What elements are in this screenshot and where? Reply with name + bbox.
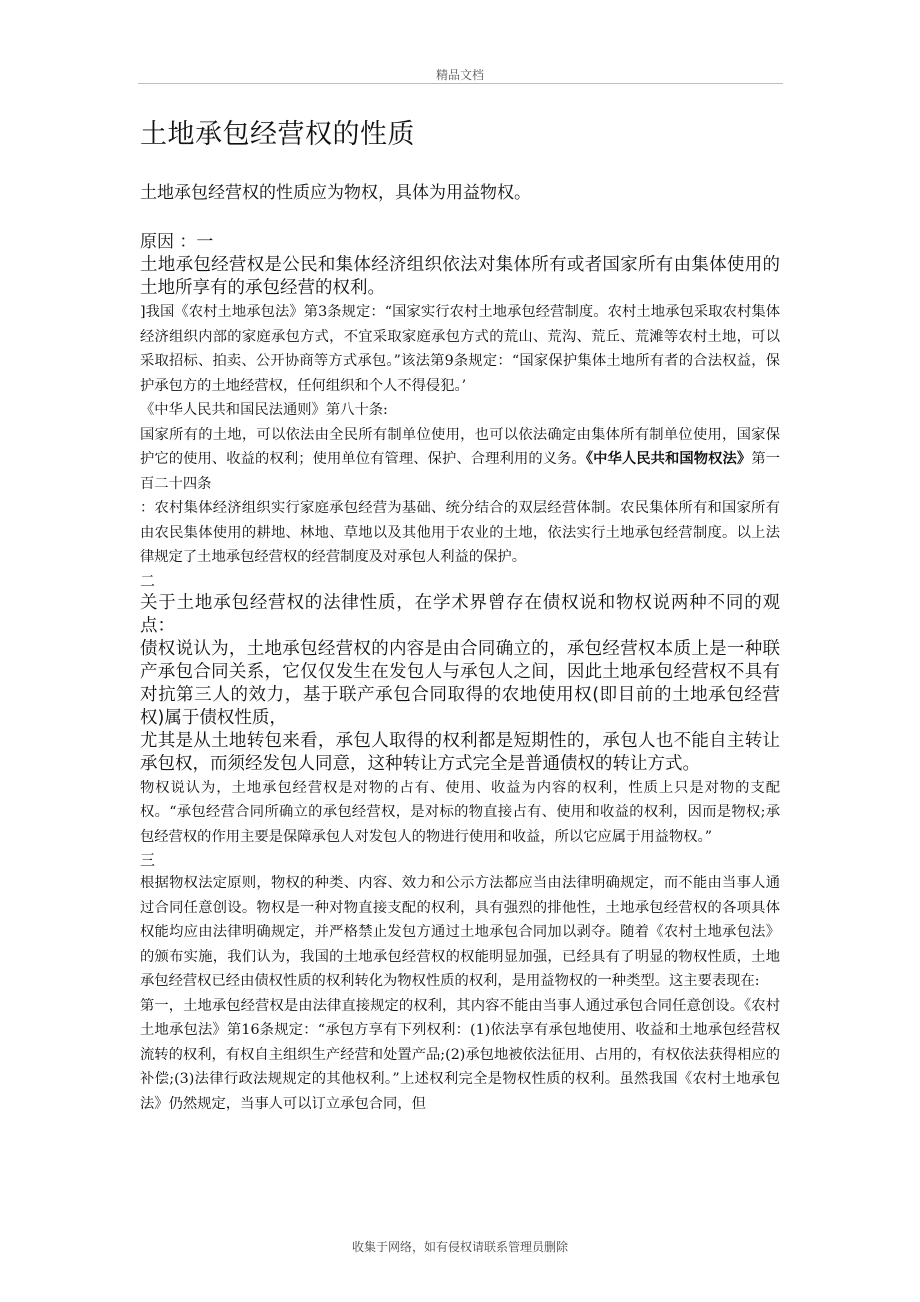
property-law-article: 第一百二十四条 — [140, 451, 781, 492]
section-2-paragraph-2: 债权说认为，土地承包经营权的内容是由合同确立的，承包经营权本质上是一种联产承包合同关系，它仅仅发生在发包人与承包人之间，因此土地承包经营权不具有对抗第三人的效力，基于联产承包合同取得的农地使用权(即目前的土地承包经营权)属于债权性质， — [140, 638, 780, 728]
header-divider — [138, 83, 783, 84]
property-law-title: 《中华人民共和国物权法》 — [585, 451, 752, 467]
section-2-paragraph-4: 物权说认为，土地承包经营权是对物的占有、使用、收益为内容的权利，性质上只是对物的支配权。“承包经营合同所确立的承包经营权，是对标的物直接占有、使用和收益的权利，因而是物权;承包经营权的作用主要是保障承包人对发包人的物进行使用和收益，所以它应属于用益物权。” — [140, 779, 780, 845]
section-1-paragraph-4 — [140, 423, 780, 497]
summary-line: 土地承包经营权的性质应为物权，具体为用益物权。 — [140, 183, 531, 203]
section-2-paragraph-3: 尤其是从土地转包来看，承包人取得的权利都是短期性的，承包人也不能自主转让承包权，而须经发包人同意，这种转让方式完全是普通债权的转让方式。 — [140, 730, 780, 774]
section-1-label: 原因 ：一 — [140, 232, 214, 252]
section-2-label: 二 — [140, 571, 156, 590]
section-3-label: 三 — [140, 851, 156, 869]
document-body — [140, 112, 780, 1116]
section-3-paragraph-2: 第一，土地承包经营权是由法律直接规定的权利，其内容不能由当事人通过承包合同任意创设。《农村土地承包法》第16条规定：“承包方享有下列权利：(1)依法享有承包地使用、收益和土地承包经营权流转的权利，有权自主组织生产经营和处置产品;(2)承包地被依法征用、占用的，有权依法获得相应的补偿;(3)法律行政法规规定的其他权利。”上述权利完全是物权性质的权利。虽然我国《农村土地承包法》仍然规定，当事人可以订立承包合同，但 — [140, 997, 780, 1112]
section-1-paragraph-2: ]我国《农村土地承包法》第3条规定：“国家实行农村土地承包经营制度。农村土地承包采取农村集体经济组织内部的家庭承包方式，不宜采取家庭承包方式的荒山、荒沟、荒丘、荒滩等农村土地，可以采取招标、拍卖、公开协商等方式承包。”该法第9条规定：“国家保护集体土地所有者的合法权益，保护承包方的土地经营权，任何组织和个人不得侵犯。’ — [140, 304, 780, 394]
section-1-paragraph-1: 土地承包经营权是公民和集体经济组织依法对集体所有或者国家所有由集体使用的土地所享有的承包经营的权利。 — [140, 255, 780, 298]
civil-law-text: 国家所有的土地，可以依法由全民所有制单位使用，也可以依法确定由集体所有制单位使用，国家保护它的使用、收益的权利；使用单位有管理、保护、合理利用的义务。 — [140, 426, 780, 467]
section-1-paragraph-3: 《中华人民共和国民法通则》第八十条: — [140, 402, 388, 418]
document-title: 土地承包经营权的性质 — [140, 119, 415, 150]
page-header: 精品文档 — [435, 68, 484, 82]
section-1-paragraph-5: ：农村集体经济组织实行家庭承包经营为基础、统分结合的双层经营体制。农民集体所有和国家所有由农民集体使用的耕地、林地、草地以及其他用于农业的土地，依法实行土地承包经营制度。以上法律规定了土地承包经营权的经营制度及对承包人利益的保护。 — [140, 500, 780, 565]
page-footer: 收集于网络，如有侵权请联系管理员删除 — [351, 1240, 568, 1254]
section-3-paragraph-1: 根据物权法定原则，物权的种类、内容、效力和公示方法都应当由法律明确规定，而不能由当事人通过合同任意创设。物权是一种对物直接支配的权利，具有强烈的排他性，土地承包经营权的各项具体权能均应由法律明确规定，并严格禁止发包方通过土地承包合同加以剥夺。随着《农村土地承包法》的颁布实施，我们认为，我国的土地承包经营权的权能明显加强，已经具有了明显的物权性质，土地承包经营权已经由债权性质的权利转化为物权性质的权利，是用益物权的一种类型。这主要表现在: — [140, 875, 780, 989]
section-2-paragraph-1: 关于土地承包经营权的法律性质，在学术界曾存在债权说和物权说两种不同的观点： — [140, 592, 780, 636]
